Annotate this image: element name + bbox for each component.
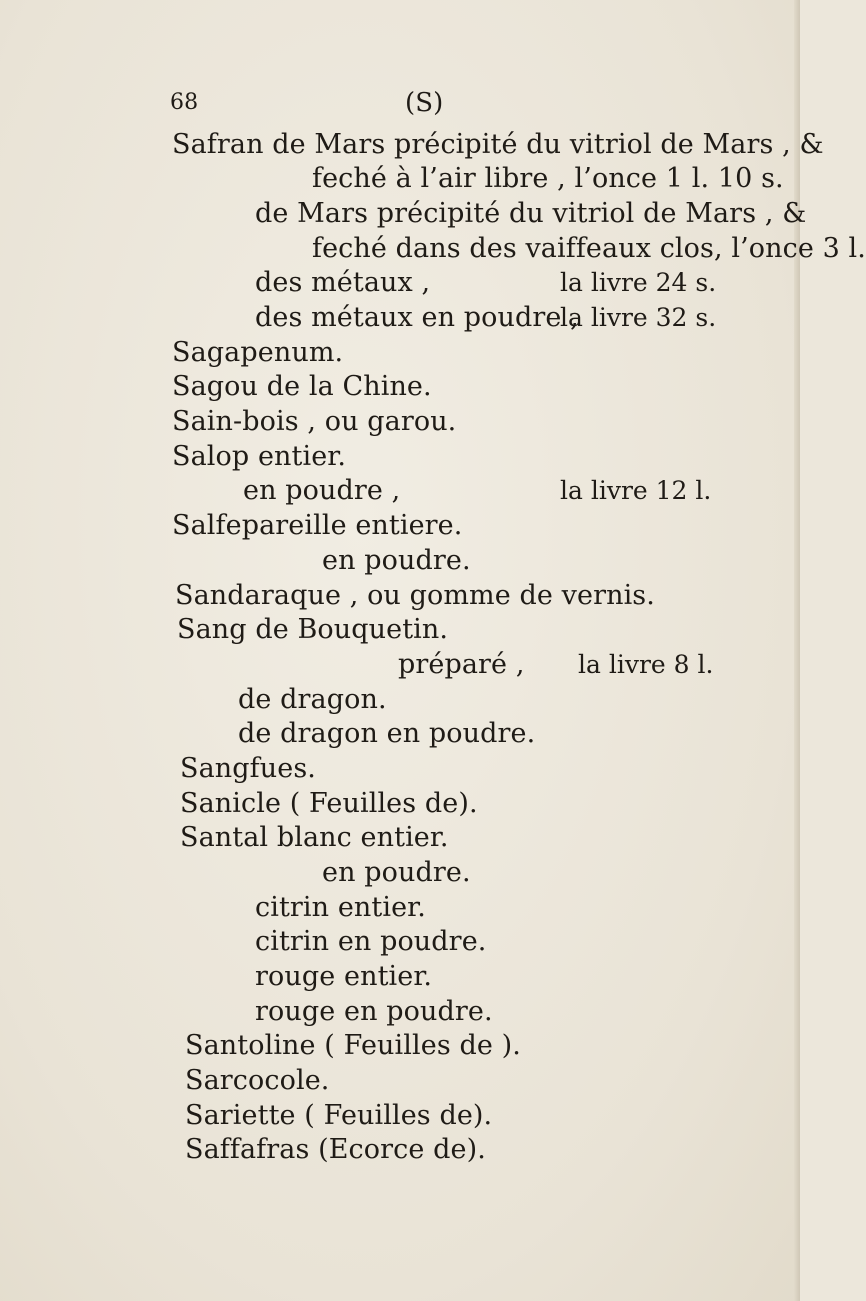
entry-line: de dragon en poudre. (238, 718, 536, 749)
entry-line: Sagapenum. (172, 337, 344, 368)
entry-price: la livre 12 l. (560, 476, 712, 505)
entry-line: Santal blanc entier. (180, 822, 449, 853)
entry-line: Salfepareille entiere. (172, 510, 463, 541)
entry-line: feché à l’air libre , l’once 1 l. 10 s. (312, 163, 784, 194)
entry-price: la livre 8 l. (578, 650, 714, 679)
entry-line: en poudre. (322, 545, 471, 576)
entry-line: préparé , (398, 649, 525, 680)
entry-line: Sariette ( Feuilles de). (185, 1100, 493, 1131)
page-number: 68 (170, 90, 199, 115)
entry-line: de dragon. (238, 684, 387, 715)
entry-line: citrin en poudre. (255, 926, 487, 957)
entry-line: en poudre. (322, 857, 471, 888)
entry-price: la livre 24 s. (560, 268, 717, 297)
entry-line: rouge en poudre. (255, 996, 493, 1027)
entry-line: Sain-bois , ou garou. (172, 406, 457, 437)
entry-line: Salop entier. (172, 441, 347, 472)
entry-line: de Mars précipité du vitriol de Mars , & (255, 198, 807, 229)
entry-line: Sandaraque , ou gomme de vernis. (175, 580, 655, 611)
entry-line: Sang de Bouquetin. (177, 614, 449, 645)
entry-line: Sarcocole. (185, 1065, 330, 1096)
entry-line: rouge entier. (255, 961, 433, 992)
entry-price: la livre 32 s. (560, 303, 717, 332)
entry-line: des métaux , (255, 267, 431, 298)
entry-line: Sagou de la Chine. (172, 371, 432, 402)
entry-line: Sangfues. (180, 753, 316, 784)
entry-line: Sanicle ( Feuilles de). (180, 788, 478, 819)
entry-line: en poudre , (243, 475, 401, 506)
entry-line: Santoline ( Feuilles de ). (185, 1030, 521, 1061)
entry-line: des métaux en poudre , (255, 302, 579, 333)
entry-line: citrin entier. (255, 892, 426, 923)
entry-line: Saffafras (Ecorce de). (185, 1134, 486, 1165)
page-edge (794, 0, 800, 1301)
entry-line: Safran de Mars précipité du vitriol de Mars , & (172, 129, 824, 160)
running-head: (S) (405, 88, 444, 118)
entry-line: feché dans des vaiffeaux clos, l’once 3 l. (312, 233, 866, 264)
